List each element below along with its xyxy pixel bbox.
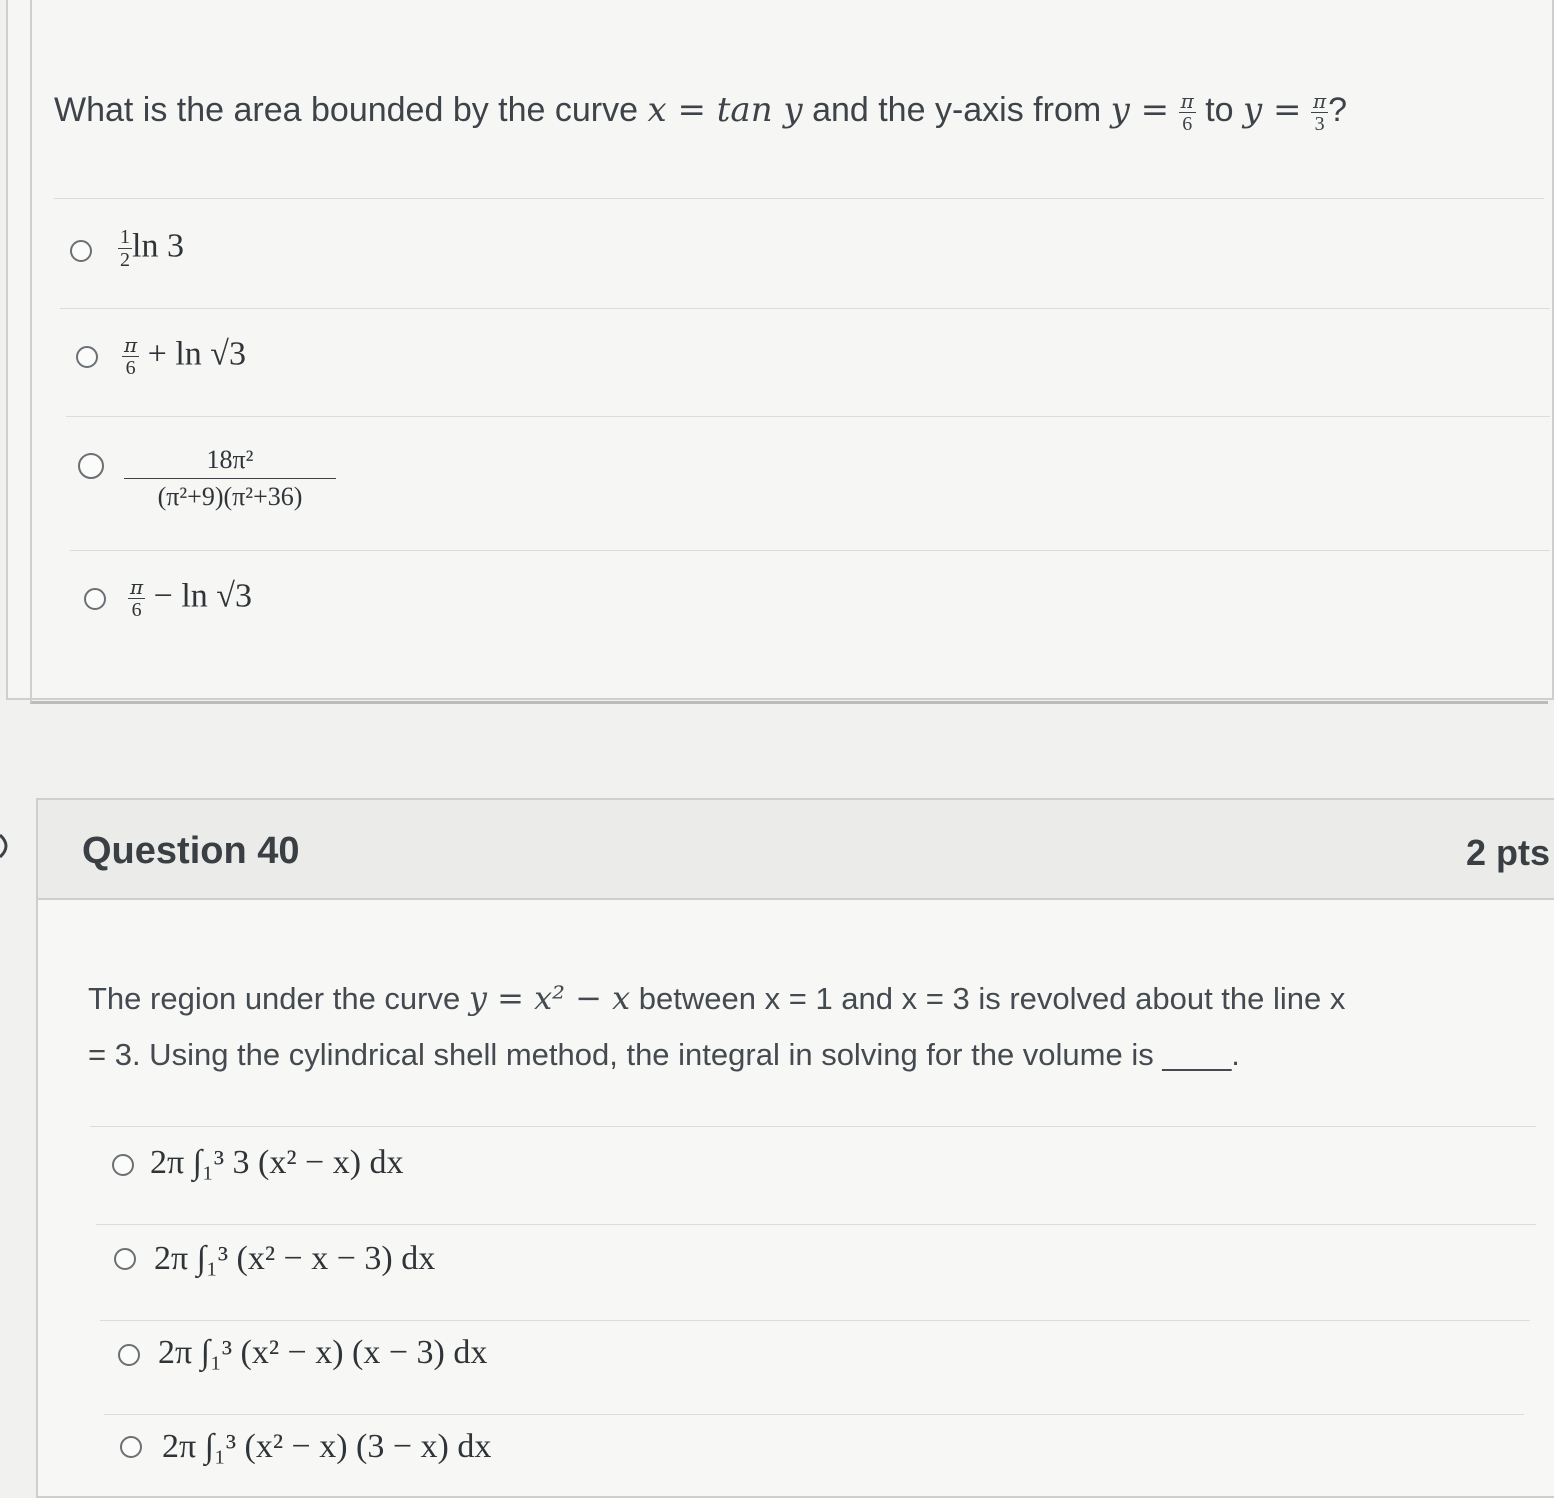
upper-bound-fraction: $\frac{\pi}{3}$ bbox=[1313, 88, 1327, 135]
option-radio-1[interactable] bbox=[70, 240, 92, 262]
divider bbox=[54, 198, 1544, 199]
divider bbox=[66, 416, 1550, 417]
option-radio-4[interactable] bbox=[120, 1436, 142, 1458]
divider bbox=[60, 308, 1550, 309]
question-40-prompt: The region under the curve y = x² − x between x = 1 and x = 3 is revolved about the line x = 3. Using the cylindrical shell method, the integral in solving for the volume is ____. bbox=[88, 979, 1346, 1072]
question-points: 2 pts bbox=[1465, 832, 1550, 873]
divider bbox=[100, 1320, 1530, 1321]
option-radio-2[interactable] bbox=[76, 346, 98, 368]
option-radio-2[interactable] bbox=[114, 1248, 136, 1270]
divider bbox=[96, 1224, 1536, 1225]
divider bbox=[90, 1126, 1536, 1127]
option-1[interactable]: $\frac{1}{2}$ ln 3 bbox=[120, 226, 184, 271]
option-4[interactable]: $\frac{\pi}{6}$ − ln √3 bbox=[130, 575, 252, 621]
curve-equation: x = tan y bbox=[647, 90, 803, 130]
question-39-prompt: What is the area bounded by the curve x = tan y and the y-axis from y = $\frac{\pi}{6}$ to y = $\frac{\pi}{3}$ ? bbox=[54, 88, 1348, 135]
option-4[interactable]: 2π ∫₁³ (x² − x) (3 − x) dx bbox=[162, 1428, 492, 1465]
lower-bound-fraction: $\frac{\pi}{6}$ bbox=[1180, 88, 1194, 135]
option-2[interactable]: 2π ∫₁³ (x² − x − 3) dx bbox=[154, 1240, 436, 1277]
option-3[interactable]: $\frac{\text{18π²}}{\text{(π²+9)(π²+36)}}$ bbox=[124, 442, 336, 515]
chevron-right-icon bbox=[0, 832, 18, 860]
divider bbox=[70, 550, 1550, 551]
option-radio-3[interactable] bbox=[78, 453, 104, 479]
question-title: Question 40 bbox=[82, 830, 300, 872]
option-3[interactable]: 2π ∫₁³ (x² − x) (x − 3) dx bbox=[158, 1334, 488, 1371]
option-1[interactable]: 2π ∫₁³ 3 (x² − x) dx bbox=[150, 1144, 404, 1181]
option-2[interactable]: $\frac{\pi}{6}$ + ln √3 bbox=[124, 333, 246, 379]
curve-equation: y = x² − x bbox=[468, 979, 631, 1017]
divider bbox=[104, 1414, 1524, 1415]
option-radio-4[interactable] bbox=[84, 588, 106, 610]
option-radio-1[interactable] bbox=[112, 1154, 134, 1176]
option-radio-3[interactable] bbox=[118, 1344, 140, 1366]
